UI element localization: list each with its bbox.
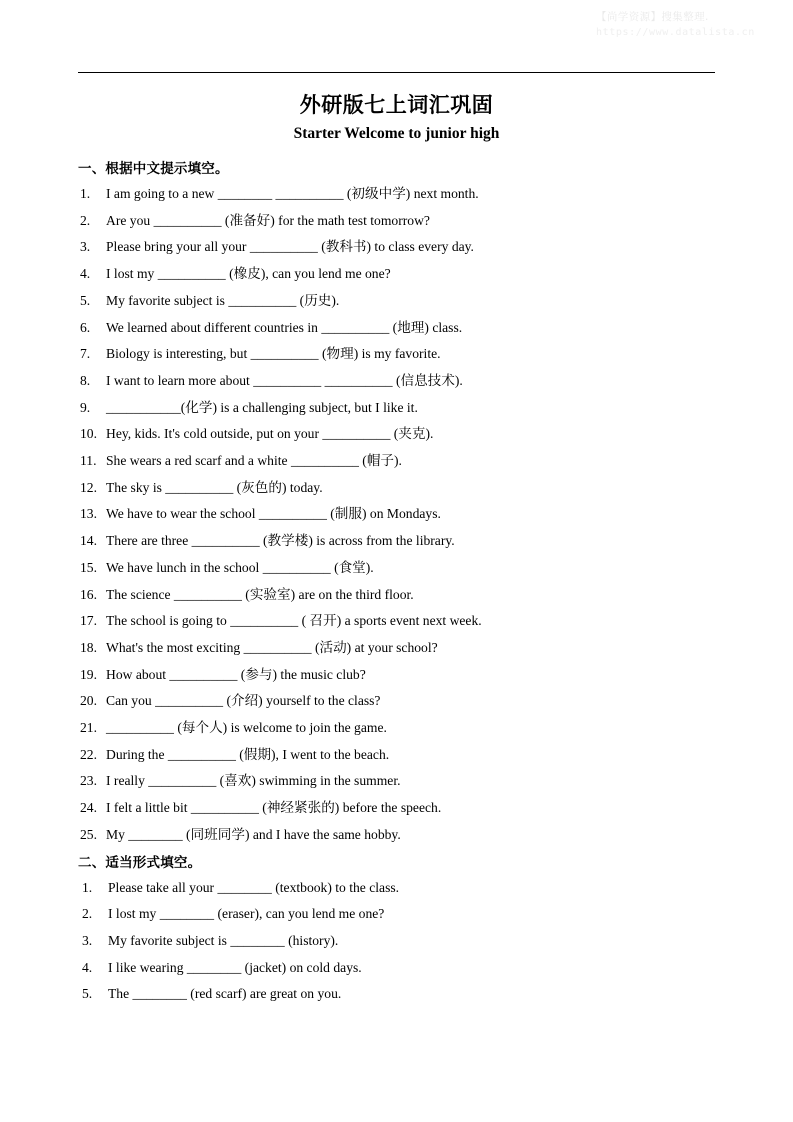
question-text: We learned about different countries in __________ (地理) class. (106, 319, 463, 335)
question-item (78, 768, 715, 795)
question-number: 23. (80, 773, 97, 789)
question-number: 2. (80, 212, 91, 228)
question-number: 5. (82, 986, 93, 1002)
question-item (78, 234, 715, 261)
question-text: How about __________ (参与) the music club? (106, 666, 366, 682)
question-item (78, 955, 715, 982)
question-text: Can you __________ (介绍) yourself to the class? (106, 693, 381, 709)
question-text: I felt a little bit __________ (神经紧张的) before the speech. (106, 800, 442, 816)
question-number: 12. (80, 479, 97, 495)
document-subtitle: Starter Welcome to junior high (293, 125, 500, 142)
question-list-section-one (78, 181, 715, 849)
question-text: My favorite subject is ________ (history). (108, 932, 339, 948)
question-item (78, 795, 715, 822)
question-text: There are three __________ (教学楼) is across from the library. (106, 533, 455, 549)
question-number: 17. (80, 613, 97, 629)
question-item (78, 715, 715, 742)
header-divider-rule (78, 72, 715, 73)
question-item (78, 395, 715, 422)
question-item (78, 475, 715, 502)
question-number: 22. (80, 746, 97, 762)
question-item (78, 448, 715, 475)
question-number: 3. (82, 932, 93, 948)
question-number: 18. (80, 639, 97, 655)
watermark-url: https://www.datalista.cn (596, 27, 755, 38)
question-number: 6. (80, 319, 91, 335)
question-text: I really __________ (喜欢) swimming in the summer. (106, 773, 401, 789)
watermark-source-text: 【尚学资源】搜集整理. (596, 11, 709, 23)
question-item (78, 181, 715, 208)
question-text: ___________(化学) is a challenging subject, but I like it. (106, 399, 418, 415)
question-number: 11. (80, 453, 97, 469)
question-item (78, 288, 715, 315)
question-item (78, 528, 715, 555)
question-item (78, 981, 715, 1008)
question-number: 4. (82, 959, 93, 975)
document-content (78, 86, 715, 1008)
question-number: 3. (80, 239, 91, 255)
question-text: Please bring your all your __________ (教科书) to class every day. (106, 239, 474, 255)
question-number: 10. (80, 426, 97, 442)
question-number: 5. (80, 292, 91, 308)
question-item (78, 688, 715, 715)
document-title: 外研版七上词汇巩固 (299, 93, 494, 117)
question-text: Biology is interesting, but __________ (物理) is my favorite. (106, 346, 441, 362)
question-text: What's the most exciting __________ (活动) at your school? (106, 639, 438, 655)
question-number: 21. (80, 720, 97, 736)
question-text: Hey, kids. It's cold outside, put on your __________ (夹克). (106, 426, 434, 442)
question-text: She wears a red scarf and a white __________ (帽子). (106, 453, 402, 469)
question-item (78, 208, 715, 235)
question-number: 7. (80, 346, 91, 362)
question-item (78, 501, 715, 528)
question-text: My ________ (同班同学) and I have the same hobby. (106, 826, 401, 842)
question-text: I lost my __________ (橡皮), can you lend me one? (106, 266, 391, 282)
question-number: 4. (80, 266, 91, 282)
question-list-section-two (78, 875, 715, 1009)
question-text: The school is going to __________ ( 召开) a sports event next week. (106, 613, 482, 629)
question-number: 24. (80, 800, 97, 816)
question-number: 13. (80, 506, 97, 522)
question-item (78, 608, 715, 635)
question-text: I want to learn more about __________ __________ (信息技术). (106, 372, 463, 388)
watermark (596, 10, 793, 40)
question-text: The sky is __________ (灰色的) today. (106, 479, 323, 495)
question-number: 19. (80, 666, 97, 682)
question-text: I like wearing ________ (jacket) on cold days. (108, 959, 362, 975)
question-text: The science __________ (实验室) are on the third floor. (106, 586, 414, 602)
question-item (78, 662, 715, 689)
question-text: My favorite subject is __________ (历史). (106, 292, 340, 308)
question-item (78, 315, 715, 342)
question-item (78, 555, 715, 582)
question-number: 14. (80, 533, 97, 549)
question-text: __________ (每个人) is welcome to join the game. (106, 720, 387, 736)
question-number: 1. (82, 879, 93, 895)
question-number: 2. (82, 906, 93, 922)
question-text: We have lunch in the school __________ (食堂). (106, 559, 374, 575)
question-text: Please take all your ________ (textbook) to the class. (108, 879, 400, 895)
question-item (78, 261, 715, 288)
question-number: 20. (80, 693, 97, 709)
section-heading-two: 二、适当形式填空。 (78, 854, 202, 871)
question-item (78, 421, 715, 448)
question-text: I am going to a new ________ __________ (初级中学) next month. (106, 186, 479, 201)
question-text: We have to wear the school __________ (制服) on Mondays. (106, 506, 441, 522)
question-number: 1. (80, 186, 91, 201)
question-item (78, 742, 715, 769)
question-item (78, 635, 715, 662)
section-heading-one: 一、根据中文提示填空。 (78, 161, 229, 177)
question-item (78, 875, 715, 902)
question-item (78, 341, 715, 368)
question-text: I lost my ________ (eraser), can you lend me one? (108, 906, 385, 922)
question-text: Are you __________ (准备好) for the math test tomorrow? (106, 212, 430, 228)
question-number: 15. (80, 559, 97, 575)
question-number: 25. (80, 826, 97, 842)
question-text: The ________ (red scarf) are great on you. (108, 986, 342, 1002)
question-number: 16. (80, 586, 97, 602)
question-number: 9. (80, 399, 91, 415)
question-item (78, 822, 715, 849)
question-text: During the __________ (假期), I went to the beach. (106, 746, 390, 762)
question-item (78, 368, 715, 395)
question-item (78, 928, 715, 955)
question-number: 8. (80, 372, 91, 388)
question-item (78, 901, 715, 928)
question-item (78, 582, 715, 609)
